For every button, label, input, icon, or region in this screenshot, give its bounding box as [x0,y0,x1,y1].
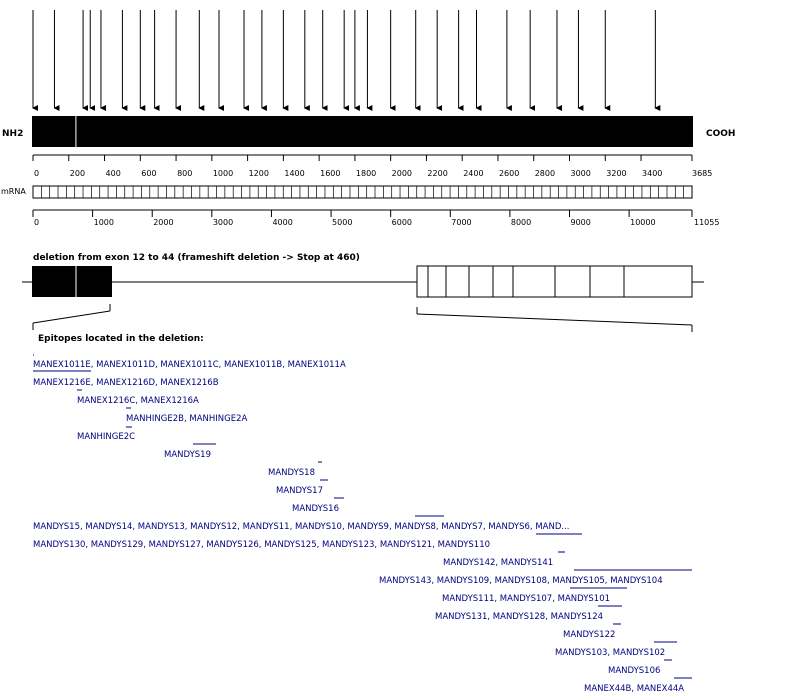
protein-tick-label: 800 [177,169,193,178]
protein-tick-label: 1000 [212,169,234,178]
mrna-tick-label: 4000 [272,218,293,227]
epitope-row[interactable]: MANEX1216C, MANEX1216A [77,396,199,406]
nh2-label: NH2 [2,129,24,139]
mrna-tick-label: 2000 [153,218,174,227]
epitope-row[interactable]: MANDYS106 [608,666,661,676]
protein-tick-label: 2200 [427,169,448,178]
protein-tick-label: 3400 [642,169,663,178]
protein-tick-label: 3000 [570,169,591,178]
protein-tick-label: 200 [69,169,86,178]
epitope-row[interactable]: MANEX1011E, MANEX1011D, MANEX1011C, MANEX1011B, MANEX1011A [33,360,346,370]
deletion-title: deletion from exon 12 to 44 (frameshift deletion -> Stop at 460) [33,253,360,263]
protein-tick-label: 2600 [498,169,520,178]
epitope-row[interactable]: MANHINGE2B, MANHINGE2A [126,414,248,424]
protein-scale-end: 3685 [692,169,713,178]
epitope-row[interactable]: MANDYS16 [292,504,339,514]
remaining-protein-block [32,266,112,297]
protein-tick-label: 0 [34,169,40,178]
protein-tick-label: 1200 [248,169,269,178]
mrna-scale-end: 11055 [694,218,720,227]
epitopes-heading: Epitopes located in the deletion: [38,334,204,344]
epitope-row[interactable]: MANDYS111, MANDYS107, MANDYS101 [442,594,611,604]
epitope-row[interactable]: MANDYS18 [268,468,315,478]
deletion-diagram [22,266,704,332]
epitope-row[interactable]: MANDYS131, MANDYS128, MANDYS124 [435,612,604,622]
mrna-tick-label: 7000 [451,218,472,227]
epitope-row[interactable]: MANDYS103, MANDYS102 [555,648,666,658]
protein-tick-label: 1800 [355,169,377,178]
epitope-row[interactable]: MANDYS17 [276,486,323,496]
protein-tick-label: 3200 [606,169,627,178]
mrna-tick-label: 0 [34,218,40,227]
protein-scale [33,155,712,178]
protein-tick-label: 1600 [320,169,341,178]
epitope-list [33,360,684,693]
mrna-tick-label: 3000 [212,218,234,227]
mrna-label: mRNA [1,187,26,196]
protein-tick-label: 400 [105,169,121,178]
mrna-tick-label: 8000 [510,218,532,227]
protein-tick-label: 2400 [463,169,484,178]
epitope-row[interactable]: MANDYS122 [563,630,616,640]
mrna-tick-label: 9000 [570,218,591,227]
epitope-row[interactable]: MANDYS143, MANDYS109, MANDYS108, MANDYS105, MANDYS104 [379,576,663,586]
mrna-bar [33,186,692,198]
epitope-row[interactable]: MANHINGE2C [77,432,136,442]
protein-tick-label: 2800 [534,169,556,178]
epitope-row[interactable]: MANEX1216E, MANEX1216D, MANEX1216B [33,378,219,388]
mrna-tick-label: 6000 [391,218,413,227]
protein-bar [32,116,693,147]
epitope-row[interactable]: MANDYS15, MANDYS14, MANDYS13, MANDYS12, MANDYS11, MANDYS10, MANDYS9, MANDYS8, MANDYS7, MANDYS6, MAND... [33,522,570,532]
mrna-scale [33,210,719,227]
protein-tick-label: 2000 [391,169,413,178]
epitope-arrows [33,10,655,108]
protein-tick-label: 1400 [284,169,305,178]
mrna-tick-label: 5000 [332,218,353,227]
epitope-row[interactable]: MANDYS19 [164,450,211,460]
mrna-tick-label: 10000 [630,218,656,227]
epitope-row[interactable]: MANEX44B, MANEX44A [584,684,685,693]
epitope-row[interactable]: MANDYS130, MANDYS129, MANDYS127, MANDYS126, MANDYS125, MANDYS123, MANDYS121, MANDYS110 [33,540,491,550]
mrna-tick-label: 1000 [93,218,114,227]
epitope-row[interactable]: MANDYS142, MANDYS141 [443,558,554,568]
cooh-label: COOH [706,129,736,139]
protein-tick-label: 600 [141,169,157,178]
